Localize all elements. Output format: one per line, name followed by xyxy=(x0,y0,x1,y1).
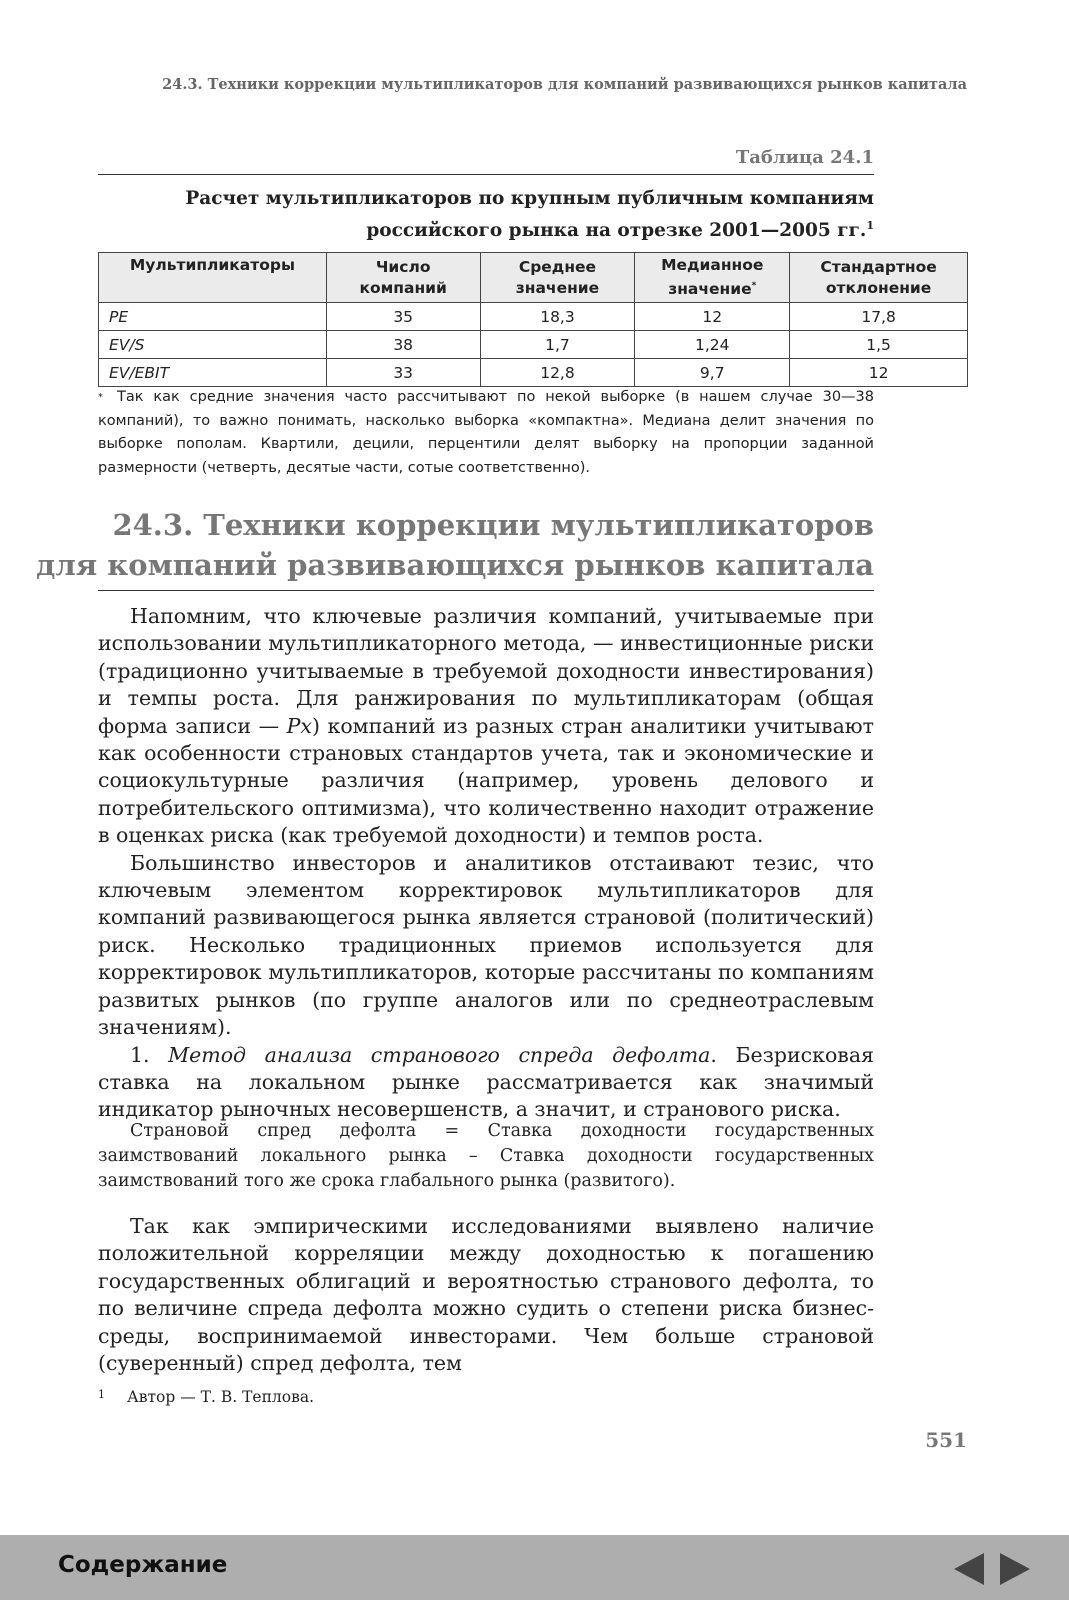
running-head: 24.3. Техники коррекции мультипликаторов для компаний развивающихся рынков капитала xyxy=(162,76,967,93)
table-cell: 12,8 xyxy=(480,359,635,387)
table-label: Таблица 24.1 xyxy=(735,147,874,168)
page-number: 551 xyxy=(925,1428,967,1452)
header-median xyxy=(635,253,790,303)
paragraph-1-formula: Px xyxy=(286,713,312,738)
table-cell: 9,7 xyxy=(635,359,790,387)
table-cell: PE xyxy=(99,303,327,331)
footnote xyxy=(98,1388,314,1406)
header-company-count: Число компаний xyxy=(326,253,480,303)
table-cell: 38 xyxy=(326,331,480,359)
table-cell: 17,8 xyxy=(790,303,968,331)
table-note-mark: * xyxy=(98,392,103,403)
table-cell: 12 xyxy=(790,359,968,387)
table-cell: 35 xyxy=(326,303,480,331)
body-text-upper xyxy=(98,603,874,1124)
section-heading-line-1: 24.3. Техники коррекции мультипликаторов xyxy=(112,508,874,542)
formula-definition: Страновой спред дефолта = Ставка доходности государственных заимствований локального рынка – Ставка доходности государственных заимствований того же срока глабального рынка (развитого). xyxy=(98,1121,874,1191)
paragraph-3-text: . Безрисковая ставка на локальном рынке рассматривается как значимый индикатор рыночных несовершенств, а значит, и странового риска. xyxy=(98,1042,874,1122)
table-header-row xyxy=(99,253,968,303)
body-text-lower xyxy=(98,1213,874,1377)
table-cell: 18,3 xyxy=(480,303,635,331)
header-median-mark: * xyxy=(751,281,757,291)
section-heading xyxy=(36,505,874,585)
table-row xyxy=(99,359,968,387)
multipliers-table xyxy=(98,252,968,387)
section-heading-line-2: для компаний развивающихся рынков капитала xyxy=(36,548,874,582)
paragraph-3-method-name: Метод анализа странового спреда дефолта xyxy=(168,1042,711,1067)
table-cell: 1,7 xyxy=(480,331,635,359)
next-page-icon[interactable] xyxy=(1000,1553,1030,1585)
table-caption xyxy=(185,185,874,244)
paragraph-3-number: 1. xyxy=(130,1042,169,1067)
table-note xyxy=(98,386,874,480)
footnote-text: Автор — Т. В. Теплова. xyxy=(127,1388,314,1406)
previous-page-icon[interactable] xyxy=(954,1553,984,1585)
table-caption-footnote-ref: 1 xyxy=(866,219,874,232)
table-cell: 1,5 xyxy=(790,331,968,359)
paragraph-4: Так как эмпирическими исследованиями выявлено наличие положительной корреляции между доходностью к погашению государственных облигаций и вероятностью странового дефолта, то по величине спреда дефолта можно судить о степени риска бизнес-среды, воспринимаемой инвесторами. Чем больше страновой (суверенный) спред дефолта, тем xyxy=(98,1214,874,1376)
table-row xyxy=(99,303,968,331)
paragraph-1-part-a: Напомним, что ключевые различия компаний, учитываемые при использовании мультипликаторного метода, — инвестиционные риски (традиционно учитываемые в требуемой доходности инвестирования) и темпы роста. Для ранжирования по мультипликаторам (общая форма записи — xyxy=(98,604,874,738)
table-of-contents-button[interactable]: Содержание xyxy=(58,1552,228,1578)
table-cell: 33 xyxy=(326,359,480,387)
footnote-mark: 1 xyxy=(98,1388,105,1401)
header-median-text: Медианное значение xyxy=(661,256,764,299)
table-cell: EV/EBIT xyxy=(99,359,327,387)
table-cell: EV/S xyxy=(99,331,327,359)
label-rule xyxy=(98,174,874,175)
table-caption-line-2 xyxy=(185,212,874,244)
paragraph-3 xyxy=(98,1042,874,1124)
navigation-bar xyxy=(0,1535,1069,1600)
table-row xyxy=(99,331,968,359)
table-caption-line-2-text: российского рынка на отрезке 2001—2005 гг. xyxy=(366,220,867,242)
table-cell: 12 xyxy=(635,303,790,331)
paragraph-2: Большинство инвесторов и аналитиков отстаивают тезис, что ключевым элементом корректировок мультипликаторов для компаний развивающегося рынка является страновой (политический) риск. Несколько традиционных приемов используется для корректировок мультипликаторов, которые рассчитаны по компаниям развитых рынков (по группе аналогов или по среднеотраслевым значениям). xyxy=(98,850,874,1040)
header-multipliers: Мультипликаторы xyxy=(99,253,327,303)
header-mean: Среднее значение xyxy=(480,253,635,303)
header-std-dev: Стандартное отклонение xyxy=(790,253,968,303)
paragraph-1 xyxy=(98,603,874,850)
table-cell: 1,24 xyxy=(635,331,790,359)
paragraph-1-part-b: ) компаний из разных стран аналитики учитывают как особенности страновых стандартов учета, так и экономические и социокультурные различия (например, уровень делового и потребительского оптимизма), что количественно находит отражение в оценках риска (как требуемой доходности) и темпов роста. xyxy=(98,713,874,848)
heading-rule xyxy=(98,590,874,591)
table-note-text: Так как средние значения часто рассчитывают по некой выборке (в нашем случае 30—38 компаний), то важно понимать, насколько выборка «компактна». Медиана делит значения по выборке пополам. Квартили, децили, перцентили делят выборку на пропорции заданной размерности (четверть, десятые части, сотые соответственно). xyxy=(98,389,874,476)
table-caption-line-1: Расчет мультипликаторов по крупным публичным компаниям xyxy=(185,188,874,209)
